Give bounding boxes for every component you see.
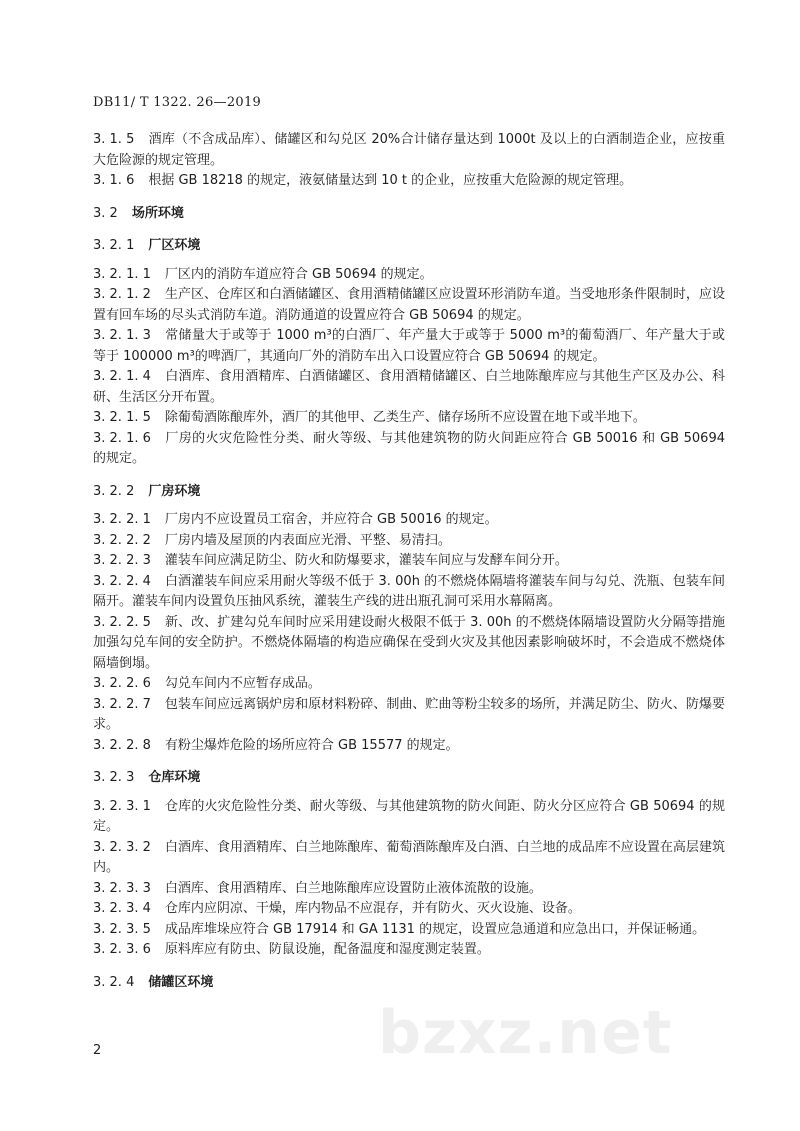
clause-text: 白酒灌装车间应采用耐火等级不低于 3. 00h 的不燃烧体隔墙将灌装车间与勾兑、洗瓶、包装车间隔开。灌装车间内设置负压抽风系统，灌装生产线的进出瓶孔洞可采用水幕隔离。 [93, 573, 725, 609]
clause-paragraph [93, 899, 725, 920]
clause-paragraph [93, 797, 725, 838]
clause-paragraph [93, 674, 725, 695]
clause-text: 仓库的火灾危险性分类、耐火等级、与其他建筑物的防火间距、防火分区应符合 GB 50694 的规定。 [93, 798, 725, 834]
clause-paragraph [93, 367, 725, 408]
clause-number: 3. 2. 4 [93, 974, 135, 990]
clause-paragraph [93, 326, 725, 367]
clause-paragraph [93, 551, 725, 572]
clause-text: 生产区、仓库区和白酒储罐区、食用酒精储罐区应设置环形消防车道。当受地形条件限制时，应设置有回车场的尽头式消防车道。消防通道的设置应符合 GB 50694 的规定。 [93, 287, 725, 323]
clause-number: 3. 2. 3. 1 [93, 798, 151, 814]
clause-text: 仓库内应阴凉、干燥，库内物品不应混存，并有防火、灭火设施、设备。 [164, 901, 581, 916]
clause-text: 厂房环境 [148, 483, 201, 499]
clause-paragraph [93, 736, 725, 757]
section-heading [93, 236, 725, 257]
clause-text: 包装车间应远离锅炉房和原材料粉碎、制曲、贮曲等粉尘较多的场所，并满足防尘、防火、防爆要求。 [93, 696, 725, 732]
clause-number: 3. 2. 3. 4 [93, 901, 151, 916]
clause-text: 根据 GB 18218 的规定，液氨储量达到 10 t 的企业，应按重大危险源的规定管理。 [148, 173, 633, 188]
clause-number: 3. 2. 3. 6 [93, 942, 151, 957]
clause-paragraph [93, 613, 725, 675]
clause-text: 勾兑车间内不应暂存成品。 [164, 676, 321, 691]
clause-paragraph [93, 429, 725, 470]
clause-text: 除葡萄酒陈酿库外，酒厂的其他甲、乙类生产、储存场所不应设置在地下或半地下。 [164, 410, 646, 425]
section-heading [93, 973, 725, 994]
clause-paragraph [93, 171, 725, 192]
watermark: bzxz.net [378, 998, 673, 1068]
clause-number: 3. 2. 1. 1 [93, 266, 151, 282]
clause-text: 厂房内不应设置员工宿舍，并应符合 GB 50016 的规定。 [164, 512, 498, 527]
clause-text: 白酒库、食用酒精库、白兰地陈酿库应设置防止液体流散的设施。 [164, 880, 542, 896]
clause-number: 3. 2. 2. 8 [93, 737, 151, 753]
clause-number: 3. 2. 3 [93, 770, 135, 785]
standard-code-header: DB11/ T 1322. 26—2019 [93, 95, 262, 110]
clause-paragraph [93, 510, 725, 531]
clause-number: 3. 2. 1. 5 [93, 410, 151, 425]
clause-paragraph [93, 408, 725, 429]
clause-number: 3. 2. 1. 3 [93, 328, 151, 343]
clause-number: 3. 2. 2. 7 [93, 696, 151, 712]
clause-number: 3. 1. 5 [93, 132, 135, 147]
clause-number: 3. 2. 2. 1 [93, 512, 151, 527]
clause-number: 3. 2. 2. 5 [93, 614, 151, 630]
clause-number: 3. 2. 2. 2 [93, 532, 151, 548]
clause-text: 储罐区环境 [148, 974, 214, 990]
clause-number: 3. 1. 6 [93, 173, 135, 188]
clause-text: 原料库应有防虫、防鼠设施，配备温度和湿度测定装置。 [164, 942, 490, 957]
clause-paragraph [93, 285, 725, 326]
clause-text: 灌装车间应满足防尘、防火和防爆要求，灌装车间应与发酵车间分开。 [164, 553, 568, 568]
document-body [93, 130, 725, 1001]
clause-number: 3. 2. 1. 4 [93, 369, 151, 384]
clause-text: 白酒库、食用酒精库、白酒储罐区、食用酒精储罐区、白兰地陈酿库应与其他生产区及办公、科研、生活区分开布置。 [93, 369, 725, 405]
clause-number: 3. 2. 1. 2 [93, 287, 151, 302]
clause-text: 厂房的火灾危险性分类、耐火等级、与其他建筑物的防火间距应符合 GB 50016 和 GB 50694 的规定。 [93, 430, 725, 466]
clause-paragraph [93, 265, 725, 286]
clause-number: 3. 2. 2 [93, 483, 135, 499]
clause-number: 3. 2. 3. 2 [93, 839, 151, 855]
clause-paragraph [93, 879, 725, 900]
clause-text: 新、改、扩建勾兑车间时应采用建设耐火极限不低于 3. 00h 的不燃烧体隔墙设置防火分隔等措施加强勾兑车间的安全防护。不燃烧体隔墙的构造应确保在受到火灾及其他因素影响破坏时，不会造成不燃烧体隔墙倒塌。 [93, 614, 725, 671]
clause-paragraph [93, 920, 725, 941]
clause-text: 厂区内的消防车道应符合 GB 50694 的规定。 [164, 266, 433, 282]
page-number: 2 [93, 1043, 102, 1058]
clause-paragraph [93, 572, 725, 613]
clause-text: 白酒库、食用酒精库、白兰地陈酿库、葡萄酒陈酿库及白酒、白兰地的成品库不应设置在高层建筑内。 [93, 839, 725, 875]
clause-number: 3. 2 [93, 205, 118, 221]
clause-number: 3. 2. 3. 3 [93, 880, 151, 896]
section-heading [93, 482, 725, 503]
clause-number: 3. 2. 2. 4 [93, 573, 151, 589]
clause-text: 仓库环境 [148, 770, 201, 785]
clause-paragraph [93, 531, 725, 552]
clause-text: 厂区环境 [148, 238, 201, 253]
clause-paragraph [93, 940, 725, 961]
clause-number: 3. 2. 2. 3 [93, 553, 151, 568]
clause-text: 成品库堆垛应符合 GB 17914 和 GA 1131 的规定，设置应急通道和应急出口，并保证畅通。 [164, 921, 706, 937]
clause-paragraph [93, 838, 725, 879]
clause-text: 有粉尘爆炸危险的场所应符合 GB 15577 的规定。 [164, 737, 459, 753]
section-heading [93, 204, 725, 225]
clause-text: 酒库（不含成品库）、储罐区和勾兑区 20%合计储存量达到 1000t 及以上的白酒制造企业，应按重大危险源的规定管理。 [93, 132, 725, 168]
clause-text: 常储量大于或等于 1000 m³的白酒厂、年产量大于或等于 5000 m³的葡萄酒厂、年产量大于或等于 100000 m³的啤酒厂，其通向厂外的消防车出入口设置应符合 GB 50694 的规定。 [93, 328, 725, 364]
clause-number: 3. 2. 3. 5 [93, 921, 151, 937]
clause-number: 3. 2. 1. 6 [93, 430, 151, 446]
clause-text: 场所环境 [131, 205, 184, 221]
clause-paragraph [93, 130, 725, 171]
clause-number: 3. 2. 2. 6 [93, 676, 151, 691]
section-heading [93, 768, 725, 789]
clause-text: 厂房内墙及屋顶的内表面应光滑、平整、易清扫。 [164, 532, 451, 548]
clause-number: 3. 2. 1 [93, 238, 135, 253]
clause-paragraph [93, 695, 725, 736]
